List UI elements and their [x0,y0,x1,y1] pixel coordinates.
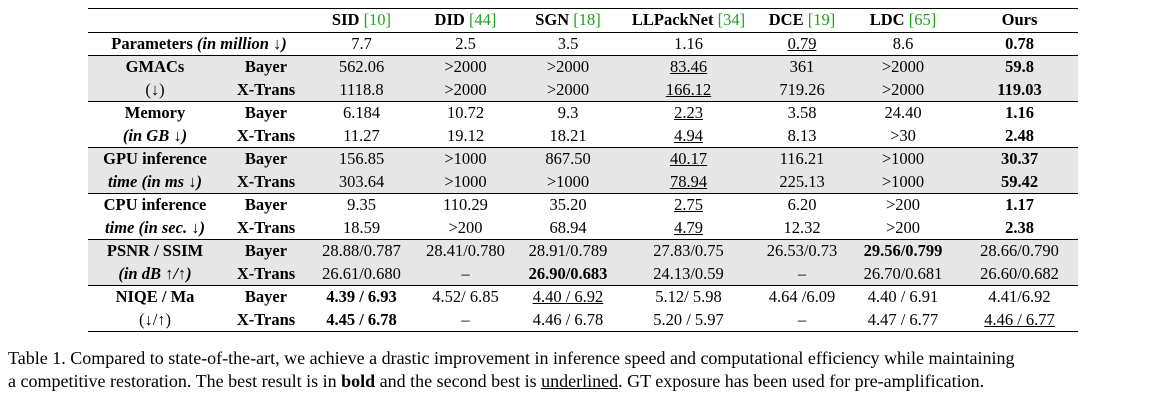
table-cell: >1000 [845,171,961,194]
sensor-label: X-Trans [222,263,310,286]
table-cell: >1000 [413,171,518,194]
table-cell: 6.184 [310,102,413,125]
table-cell: – [413,263,518,286]
table-cell: 28.66/0.790 [961,240,1078,263]
table-cell: – [413,309,518,332]
table-cell: 12.32 [783,217,821,237]
table-cell: 4.40 / 6.91 [845,286,961,309]
table-cell: 78.94 [618,171,759,194]
table-cell: >2000 [845,56,961,79]
table-row-memory-bayer [88,102,1078,125]
metric-label: PSNR / SSIM [88,240,222,263]
table-cell: 40.17 [618,148,759,171]
table-caption [8,347,1168,393]
table-cell: 28.88/0.787 [310,240,413,263]
table-row-cpu-bayer [88,194,1078,217]
table-cell: 4.47 / 6.77 [845,309,961,332]
sensor-label: Bayer [222,194,310,217]
table-row-gpu-bayer [88,148,1078,171]
table-cell: 19.12 [446,125,485,145]
table-cell: 3.58 [759,102,845,125]
table-cell: 35.20 [518,194,618,217]
header-ldc: LDC [65] [845,9,961,33]
metric-unit: (↓/↑) [88,309,222,332]
table-cell: 24.13/0.59 [618,263,759,286]
table-cell: 24.40 [845,102,961,125]
table-cell: 225.13 [759,171,845,194]
metric-unit: (in GB ↓) [122,125,188,145]
metric-unit: time (in sec. ↓) [105,217,205,237]
table-cell: >2000 [413,56,518,79]
table-cell: 2.48 [1005,125,1034,145]
table-cell: 83.46 [618,56,759,79]
table-cell: 5.20 / 5.97 [618,309,759,332]
sensor-label: X-Trans [236,125,296,145]
sensor-label: Bayer [222,148,310,171]
sensor-label: Bayer [222,240,310,263]
table-row-gmacs-xtrans [88,79,1078,102]
sensor-label: Bayer [222,56,310,79]
metric-label: Parameters (in million ↓) [111,33,287,53]
table-cell: 166.12 [618,79,759,102]
table-cell: 9.3 [518,102,618,125]
header-did: DID [44] [413,9,518,33]
metric-unit: (↓) [88,79,222,102]
table-row-cpu-xtrans [88,217,1078,240]
table-cell: 0.78 [1005,33,1034,53]
table-cell: 110.29 [413,194,518,217]
table-cell: 3.5 [557,33,579,53]
table-cell: 26.61/0.680 [310,263,413,286]
table-cell: 562.06 [310,56,413,79]
table-cell: 4.94 [674,125,703,145]
table-cell: 4.40 / 6.92 [518,286,618,309]
table-cell: 119.03 [961,79,1078,102]
header-sid: SID [10] [310,9,413,33]
table-cell: 4.39 / 6.93 [310,286,413,309]
metric-label: Memory [88,102,222,125]
table-cell: >200 [448,217,483,237]
table-cell: 4.52/ 6.85 [413,286,518,309]
table-cell: 4.41/6.92 [961,286,1078,309]
table-cell: 26.90/0.683 [518,263,618,286]
table-cell: >2000 [518,79,618,102]
table-cell: 2.23 [618,102,759,125]
table-cell: 29.56/0.799 [845,240,961,263]
metric-label: CPU inference [88,194,222,217]
results-table [88,8,1078,332]
table-cell: 9.35 [310,194,413,217]
table-cell: 28.91/0.789 [518,240,618,263]
table-cell: – [759,309,845,332]
table-cell: >1000 [518,171,618,194]
table-cell: >1000 [845,148,961,171]
table-cell: 26.53/0.73 [759,240,845,263]
table-cell: >200 [885,217,921,237]
table-cell: 8.6 [892,33,914,53]
table-cell: 27.83/0.75 [618,240,759,263]
table-cell: 26.70/0.681 [845,263,961,286]
table-cell: >1000 [413,148,518,171]
table-cell: 4.45 / 6.78 [310,309,413,332]
table-cell: 4.64 /6.09 [759,286,845,309]
header-dce: DCE [19] [759,9,845,33]
table-cell: 28.41/0.780 [413,240,518,263]
table-cell: 68.94 [549,217,587,237]
table-cell: 4.46 / 6.77 [961,309,1078,332]
table-cell: >2000 [413,79,518,102]
table-cell: 1.16 [961,102,1078,125]
table-cell: 26.60/0.682 [961,263,1078,286]
table-cell: 11.27 [343,125,380,145]
table-cell: 5.12/ 5.98 [618,286,759,309]
table-cell: 59.42 [961,171,1078,194]
metric-label: NIQE / Ma [88,286,222,309]
table-cell: 719.26 [759,79,845,102]
table-cell: 1118.8 [310,79,413,102]
table-cell: 18.59 [342,217,381,237]
caption-line-2: a competitive restoration. The best result is in bold and the second best is underlined. GT exposure has been used for pre-amplification. [8,371,985,391]
table-row-niqe-bayer [88,286,1078,309]
table-cell: 1.16 [674,33,703,53]
sensor-label: X-Trans [222,171,310,194]
table-cell: 1.17 [961,194,1078,217]
table-cell: >2000 [518,56,618,79]
metric-label: GMACs [88,56,222,79]
table-cell: >200 [845,194,961,217]
table-cell: 30.37 [961,148,1078,171]
table-cell: 18.21 [549,125,587,145]
table-cell: 2.75 [618,194,759,217]
sensor-label: X-Trans [222,309,310,332]
sensor-label: X-Trans [236,217,296,237]
header-ours: Ours [961,9,1078,33]
table-cell: 4.79 [674,217,703,237]
table-cell: 156.85 [310,148,413,171]
header-llpacknet: LLPackNet [34] [618,9,759,33]
table-row-parameters [88,32,1078,56]
table-cell: 59.8 [961,56,1078,79]
table-cell: >2000 [845,79,961,102]
table-cell: 116.21 [759,148,845,171]
table-row-gmacs-bayer [88,56,1078,79]
table-cell: 2.5 [455,33,476,53]
table-cell: 303.64 [310,171,413,194]
table-row-psnr-bayer [88,240,1078,263]
table-cell: 7.7 [351,33,372,53]
table-cell: – [759,263,845,286]
header-empty [88,9,310,33]
table-cell: 361 [759,56,845,79]
sensor-label: Bayer [222,102,310,125]
metric-unit: (in dB ↑/↑) [88,263,222,286]
header-sgn: SGN [18] [518,9,618,33]
table-cell: 6.20 [759,194,845,217]
sensor-label: Bayer [222,286,310,309]
table-row-memory-xtrans [88,125,1078,148]
table-cell: 0.79 [787,33,817,53]
table-header-row [88,9,1078,33]
table-cell: 8.13 [787,125,817,145]
table-cell: 10.72 [413,102,518,125]
results-table-container [88,8,1078,332]
sensor-label: X-Trans [222,79,310,102]
metric-label: GPU inference [88,148,222,171]
table-cell: >30 [890,125,916,145]
table-cell: 2.38 [1005,217,1034,237]
table-cell: 867.50 [518,148,618,171]
caption-line-1: Table 1. Compared to state-of-the-art, we achieve a drastic improvement in inference speed and computational efficiency while maintaining [8,348,1015,368]
table-row-psnr-xtrans [88,263,1078,286]
table-row-gpu-xtrans [88,171,1078,194]
table-cell: 4.46 / 6.78 [518,309,618,332]
metric-unit: time (in ms ↓) [88,171,222,194]
table-row-niqe-xtrans [88,309,1078,332]
